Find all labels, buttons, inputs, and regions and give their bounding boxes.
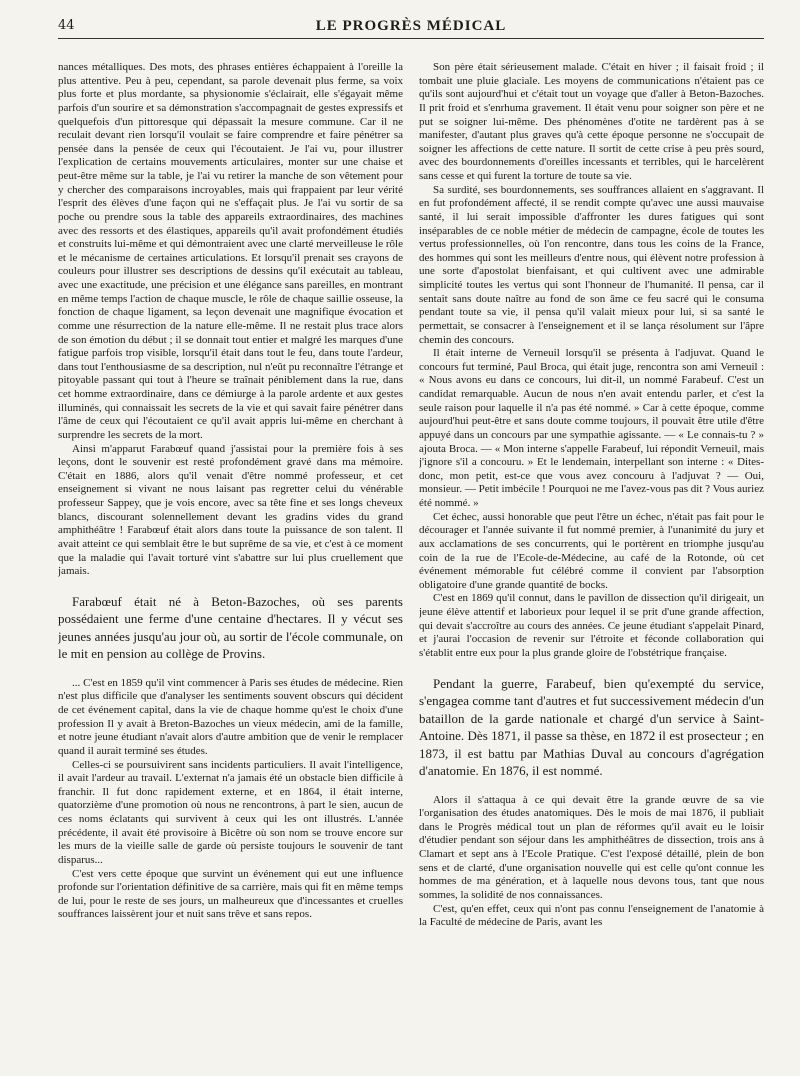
paragraph: C'est vers cette époque que survint un événement qui eut une influence profonde sur l'orientation définitive de sa carrière, mais qui fit en même temps de lui, pour le reste de ses jours, un malheureux que d'incessantes et cruelles souffrances laissèrent jour et nuit sans trêve et sans repos. [58,867,403,921]
paragraph: Sa surdité, ses bourdonnements, ses souffrances allaient en s'aggravant. Il en fut profondément affecté, il se rendit compte qu'avec une aussi mauvaise santé, il lui serait impossible d'affronter les dures fatigues qui sont inséparables de ce noble métier de médecin de campagne, école de toutes les vertus professionnelles, où l'on rencontre, dans tous les coins de la France, des hommes qui sont les meilleurs d'entre nous, qui élèvent notre profession à une sorte d'apostolat bienfaisant, et qui cultivent avec une admirable simplicité toutes les vertus qui sont l'honneur de l'humanité. Il pensa, car il sentait sans doute naître au fond de son âme ce feu sacré qui le consuma pendant toute sa vie, il pensa qu'il valait mieux pour lui, si sa santé le permettait, se consacrer à l'enseignement et il se lança résolument sur l'âpre chemin des concours. [419,183,764,346]
paragraph: ... C'est en 1859 qu'il vint commencer à Paris ses études de médecine. Rien n'est plus difficile que d'analyser les sentiments souvent obscurs qui décident de cet événement capital, dans la vie de chaque homme qu'est le choix d'une profession Il y avait à Breton-Bazoches un vieux médecin, ami de la famille, et notre jeune étudiant n'avait alors d'autre ambition que de venir le remplacer quand il aurait terminé ses études. [58,676,403,757]
paragraph: Alors il s'attaqua à ce qui devait être la grande œuvre de sa vie l'organisation des études anatomiques. Dès le mois de mai 1876, il publiait dans le Progrès médical tout un plan de réformes qu'il avait eu le loisir d'étudier pendant son séjour dans les amphithéâtres de dissection, trois ans à Clamart et sept ans à l'Ecole Pratique. C'est l'exposé détaillé, plein de bon sens et de clarté, d'une organisation nouvelle qui est celle qu'ont connue les hommes de ma génération, et à laquelle nous devons tous, tant que nous sommes, la solidité de nos connaissances. [419,793,764,901]
body-columns [58,61,764,930]
paragraph: Celles-ci se poursuivirent sans incidents particuliers. Il avait l'intelligence, il avait l'ardeur au travail. L'externat n'a jamais été un obstacle bien difficile à franchir. Il fut donc rapidement externe, et en 1864, il était interne, quatorzième d'une promotion où nous ne rencontrons, à part le sien, aucun de ces noms éclatants qui survivent à ceux qui les ont illustrés. L'année précédente, il avait été provisoire à Bicêtre où son nom se trouve encore sur les murs de la vieille salle de garde où persiste toujours le souvenir de tant disparus... [58,758,403,866]
paragraph: C'est, qu'en effet, ceux qui n'ont pas connu l'enseignement de l'anatomie à la Faculté de médecine de Paris, avant les [419,902,764,929]
running-title: LE PROGRÈS MÉDICAL [315,18,507,34]
paragraph: Ainsi m'apparut Farabœuf quand j'assistai pour la première fois à ses leçons, dont le souvenir est resté profondément gravé dans ma mémoire. C'était en 1886, alors qu'il venait d'être nommé professeur, et cet enseignement si vivant ne nous laisant pas regretter celui du vénérable professeur Sappey, que je vois encore, avec sa tête fine et ses longs cheveux blancs, discourant solennellement devant les gradins vides du grand amphithéâtre ! Farabœuf était alors dans toute la puissance de son talent. Il avait atteint ce qui semblait être le but suprême de sa vie, et c'est à ce moment que la maladie qui l'avait torturé vint s'abattre sur lui plus cruellement que jamais. [58,442,403,578]
paragraph: Cet échec, aussi honorable que peut l'être un échec, n'était pas fait pour le décourager et l'année suivante il fut nommé premier, à l'unanimité du jury et aux acclamations de ses concurrents, qui le portèrent en triomphe jusqu'au coin de la rue de l'Ecole-de-Médecine, au café de la Rotonde, où cet événement mémorable fut célébré comme il convient par l'absorption obligatoire d'une grande quantité de bocks. [419,510,764,591]
paragraph: nances métalliques. Des mots, des phrases entières échappaient à l'oreille la plus attentive. Peu à peu, cependant, sa parole devenait plus ferme, sa voix plus forte et plus mordante, sa physionomie s'éclairait, elle s'égayait même parfois d'un sourire et sa démonstration s'accompagnait de gestes expressifs et quelquefois d'un pittoresque qui dépassait la mesure commune. Car il ne reculait devant rien lorsqu'il voulait se faire comprendre et faire pénétrer sa pensée dans la pensée de ceux qui l'écoutaient. Je l'ai vu, pour illustrer l'explication de certains mouvements articulaires, monter sur une chaise et peut-être même sur la table, je l'ai vu retirer la manche de son vêtement pour y chercher des comparaisons incroyables, mais qui frappaient par leur vérité l'esprit des élèves d'une façon qui ne s'effaçait plus. Je l'ai vu sortir de sa poche ou prendre sous la table des appareils extraordinaires, des machines avec des ressorts et des élastiques, appareils qu'il avait profondément étudiés et construits lui-même et qui démontraient avec une clarté merveilleuse le rôle et le mécanisme de certaines articulations. Et lorsqu'il prenait ses crayons de couleurs pour illustrer ses descriptions de dessins qu'il exécutait au tableau, avec une exactitude, une précision et une élégance sans pareilles, en montrant en même temps l'action de chaque muscle, le rôle de chaque saillie osseuse, la fonction de chaque ligament, sa leçon devenait une magnifique évocation et comme une résurrection de la nature elle-même. Il ne restait plus trace alors de son émotion du début ; il se donnait tout entier et malgré les marques d'une fatigue parfois trop visible, lorsqu'il était dans tout le feu, dans toute l'ardeur, dans tout l'enthousiasme de sa description, nul n'eût pu reconnaître l'étrange et pitoyable passant qui tout à l'heure se traînait péniblement dans la rue, dans cet homme extraordinaire, dans ce démiurge à la parole ardente et aux gestes illuminés, qui connaissait les secrets de la vie et qui savait faire pénétrer dans l'âme de ceux qui l'écoutaient ce qu'il avait appris lui-même en cherchant à surprendre les secrets de la mort. [58,61,403,441]
paragraph: C'est en 1869 qu'il connut, dans le pavillon de dissection qu'il dirigeait, un jeune élève attentif et laborieux pour lequel il se prit d'une grande affection, qui devait s'accroître au cours des années. Ce jeune étudiant s'appelait Pinard, et j'aurai l'occasion de revenir sur l'étroite et féconde collaboration qui s'établit entre eux pour la plus grande gloire de l'obstétrique française. [419,592,764,659]
right-column [419,61,764,930]
page-number: 44 [58,18,75,33]
paragraph: Son père était sérieusement malade. C'était en hiver ; il faisait froid ; il tombait une pluie glaciale. Les moyens de communications n'étaient pas ce qu'ils sont aujourd'hui et c'était tout un voyage que d'aller à Beton-Bazoches. Il prit froid et s'enrhuma gravement. Il était venu pour soigner son père et ne put se soigner lui-même. Des phénomènes d'otite ne tardèrent pas à se manifester, d'autant plus graves qu'à cette époque personne ne s'occupait de soigner les affections de cette nature. Il sortit de cette crise à peu près sourd, avec des bourdonnements d'oreilles incessants et terribles, qui le harcelèrent sans cesse et qui furent la torture de toute sa vie. [419,61,764,182]
paragraph: Il était interne de Verneuil lorsqu'il se présenta à l'adjuvat. Quand le concours fut terminé, Paul Broca, qui était juge, rencontra son ami Verneuil : « Nous avons eu dans ce concours, lui dit-il, un nommé Farabeuf. C'est un candidat remarquable. Aucun de nous n'en avait entendu parler, et c'est la seule raison pour laquelle il n'a pas été nommé. » Car à cette époque, comme aujourd'hui peut-être et sans doute comme toujours, il pouvait être utile d'être appuyé dans un concours par une sympathie agissante. — « Le connais-tu ? » ajouta Broca. — « Mon interne s'appelle Farabeuf, lui répondit Verneuil, mais j'ignore s'il a concouru. » Et le lendemain, interpellant son interne : « Dites-donc, mon petit, est-ce que vous avez concouru à l'adjuvat ? — Oui, monsieur. — Petit imbécile ! Pourquoi ne me l'avez-vous pas dit ? Vous auriez été nommé. » [419,347,764,509]
paragraph: Pendant la guerre, Farabeuf, bien qu'exempté du service, s'engagea comme tant d'autres et fut successivement médecin d'un bataillon de la garde nationale et chargé d'un service à Saint-Antoine. Dès 1871, il passe sa thèse, en 1872 il est prosecteur ; en 1873, il est battu par Mathias Duval au concours d'agrégation d'anatomie. En 1876, il est nommé. [419,675,764,778]
page-header [58,14,764,39]
paragraph: Farabœuf était né à Beton-Bazoches, où ses parents possédaient une ferme d'une centaine d'hectares. Il y vécut ses jeunes années jusqu'au jour où, au sortir de l'école communale, on le mit en pension au collège de Provins. [58,593,403,662]
left-column [58,61,403,930]
